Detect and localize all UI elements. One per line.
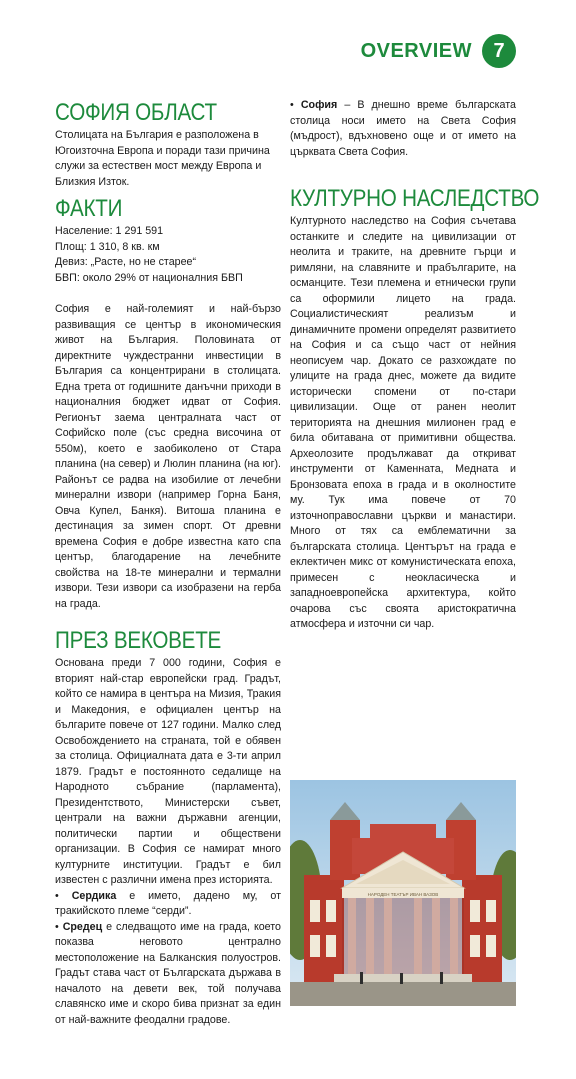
header-title: OVERVIEW (360, 40, 472, 62)
national-theatre-photo (290, 780, 516, 1006)
bullet-sredets-text: е следващото име на града, което показва неговото централно местоположение на Балканския полуостров. Градът става част от Българската държава в началото на девети век, той получава славянско име и скоро бива признат за един от най-важните феодални градове. (55, 920, 281, 1026)
right-column (290, 98, 540, 633)
bullet-serdika-text: е името, дадено му, от тракийското племе “серди”. (55, 889, 282, 917)
heading-sofia-region: СОФИЯ ОБЛАСТ (55, 99, 217, 126)
bullet-marker: • (55, 920, 63, 933)
bullet-sofia (290, 98, 516, 160)
page-number-badge: 7 (482, 34, 516, 68)
bullet-marker: • (290, 99, 301, 111)
bullet-marker: • (55, 889, 72, 902)
left-column (55, 98, 281, 1028)
bullet-serdika (55, 889, 281, 920)
centuries-paragraph: Основана преди 7 000 години, София е вторият най-стар европейски град. Градът, който се намира в центъра на Мизия, Тракия и Македония, е официален център на българите повече от 127 години. Малко след Освобождението на страната, той е обявен за столица. Официалната дата е 3-ти април 1879. Градът е постоянното седалище на Народното събрание (парламента), Президентството, Министерски съвет, централи на важни държавни агенции, политически партии и обществени организации. В София се намират много културните институции. Градът е бил известен с различни имена през историята. (55, 657, 281, 886)
bullet-sredets (55, 920, 281, 1029)
bullet-serdika-name: Сердика (71, 889, 117, 902)
bullet-sredets-name: Средец (62, 920, 103, 933)
theatre-sign: НАРОДЕН ТЕАТЪР ИВАН ВАЗОВ (367, 892, 439, 897)
fact-gdp: БВП: около 29% от националния БВП (55, 271, 243, 284)
sofia-region-text: Столицата на България е разположена в Югоизточна Европа и поради тази причина служи за естествен мост между Европа и Близкия Изток. (55, 129, 270, 188)
heading-facts: ФАКТИ (55, 195, 123, 222)
theatre-illustration (290, 780, 516, 1006)
heading-centuries: ПРЕЗ ВЕКОВЕТЕ (55, 627, 222, 654)
bullet-sofia-text: – В днешно време българската столица носи името на Света София (мъдрост), вдъхновено още и от името на църквата Света София. (290, 99, 516, 158)
facts-paragraph: София е най-големият и най-бързо развиващия се център в икономическия живот на България. Половината от директните чуждестранни инвестиции в България са концентрирани в столицата. Една трета от годишните данъчни приходи в националния бюджет идват от София. Регионът заема централната част от Софийско поле (със средна височина от 550м), което е заобиколено от Стара планина (на север) и Люлин планина (на юг). Районът се радва на изобилие от лечебни минерални извори (например Горна Баня, Овча Купел, Банкя). Витоша планина е дестинация за зимен спорт. От древни времена София е добре известна като спа център, благодарение на лечебните свойства на 18-те минерални и термални извори. Тези извори са изобразени на герба на града. (55, 303, 281, 610)
fact-area: Площ: 1 310, 8 кв. км (55, 240, 160, 253)
facts-list (55, 224, 281, 286)
heading-heritage: КУЛТУРНО НАСЛЕДСТВО (290, 185, 540, 212)
fact-motto: Девиз: „Расте, но не старее“ (55, 256, 197, 268)
bullet-sofia-name: София (300, 99, 338, 111)
fact-population: Население: 1 291 591 (55, 225, 164, 237)
heritage-paragraph: Културното наследство на София съчетава останките и следите на цивилизации от неолита и траките, на древните гърци и римляни, на славяните и прабългарите, на османците. Тези племена и етнически групи са оформили лицето на града. Социалистическият реализъм и динамичните промени определят развитието на София и са също част от нейния неописуем чар. Докато се разхождате по улиците на града днес, можете да видите исторически спомени от по-стари цивилизации. Още от ранен неолит територията на днешния милионен град е била обитавана от примитивни общества. Археолозите продължават да откриват инструменти от Каменната, Медната и Бронзовата епоха в града и в околностите му. Тук има повече от 70 източноправославни църкви и манастири. Много от тях са емблематични за българската столица. Центърът на града е еклектичен микс от комунистическата епоха, примесен с неокласическа и западноевропейска архитектура, който очарова със своята аристократична атмосфера и източни си чар. (290, 215, 516, 630)
